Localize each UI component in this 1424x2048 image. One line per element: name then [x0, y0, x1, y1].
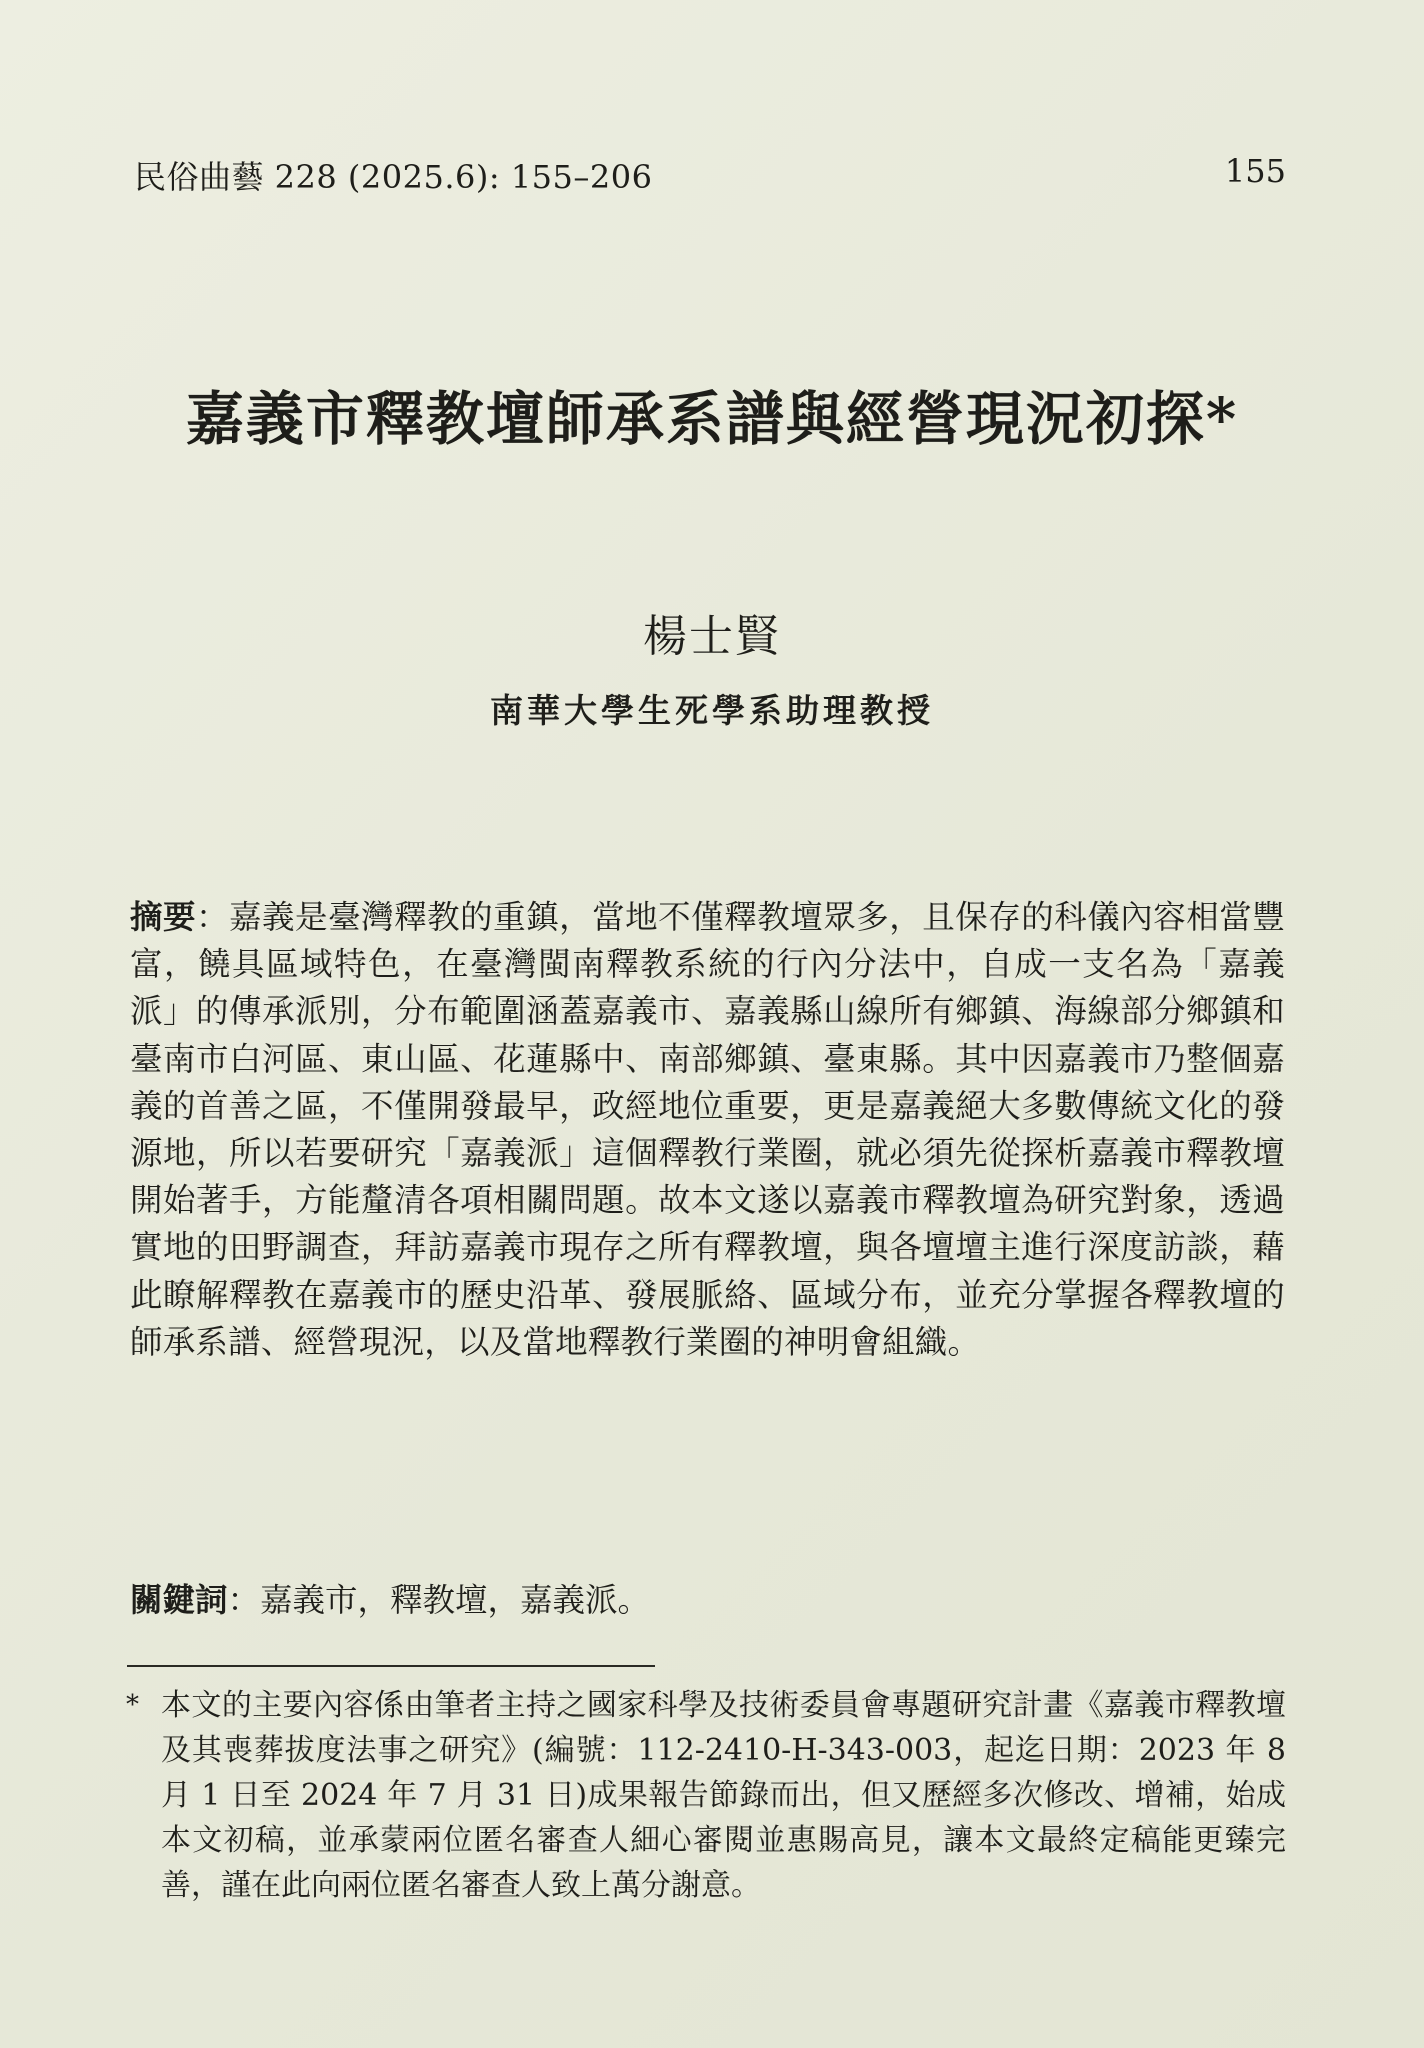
author-affiliation: 南華大學生死學系助理教授	[490, 691, 934, 730]
footnote	[126, 1683, 1286, 1908]
abstract-label: 摘要	[130, 897, 197, 936]
abstract-text: ：嘉義是臺灣釋教的重鎮，當地不僅釋教壇眾多，且保存的科儀內容相當豐富，饒具區域特色，在臺灣閩南釋教系統的行內分法中，自成一支名為「嘉義派」的傳承派別，分布範圍涵蓋嘉義市、嘉義縣山線所有鄉鎮、海線部分鄉鎮和臺南市白河區、東山區、花蓮縣中、南部鄉鎮、臺東縣。其中因嘉義市乃整個嘉義的首善之區，不僅開發最早，政經地位重要，更是嘉義絕大多數傳統文化的發源地，所以若要研究「嘉義派」這個釋教行業圈，就必須先從探析嘉義市釋教壇開始著手，方能釐清各項相關問題。故本文遂以嘉義市釋教壇為研究對象，透過實地的田野調查，拜訪嘉義市現存之所有釋教壇，與各壇壇主進行深度訪談，藉此瞭解釋教在嘉義市的歷史沿革、發展脈絡、區域分布，並充分掌握各釋教壇的師承系譜、經營現況，以及當地釋教行業圈的神明會組織。	[130, 898, 1285, 1361]
keywords-label: 關鍵詞	[130, 1580, 228, 1619]
running-header	[134, 152, 1286, 202]
abstract	[130, 893, 1285, 1366]
journal-citation: 民俗曲藝 228 (2025.6): 155–206	[134, 158, 653, 196]
article-title: 嘉義市釋教壇師承系譜與經營現況初探*	[185, 385, 1239, 453]
keywords-text: ：嘉義市，釋教壇，嘉義派。	[227, 1581, 651, 1619]
keywords	[130, 1576, 1285, 1624]
page-number: 155	[1224, 152, 1286, 190]
footnote-text: 本文的主要內容係由筆者主持之國家科學及技術委員會專題研究計畫《嘉義市釋教壇及其喪葬拔度法事之研究》(編號：112-2410-H-343-003，起迄日期：2023 年 8 月 1 日至 2024 年 7 月 31 日)成果報告節錄而出，但又歷經多次修改、增補，始成本文初稿，並承蒙兩位匿名審查人細心審閱並惠賜高見，讓本文最終定稿能更臻完善，謹在此向兩位匿名審查人致上萬分謝意。	[161, 1688, 1287, 1903]
footnote-divider	[127, 1665, 655, 1667]
author-name: 楊士賢	[643, 611, 781, 662]
footnote-marker: *	[126, 1690, 139, 1720]
